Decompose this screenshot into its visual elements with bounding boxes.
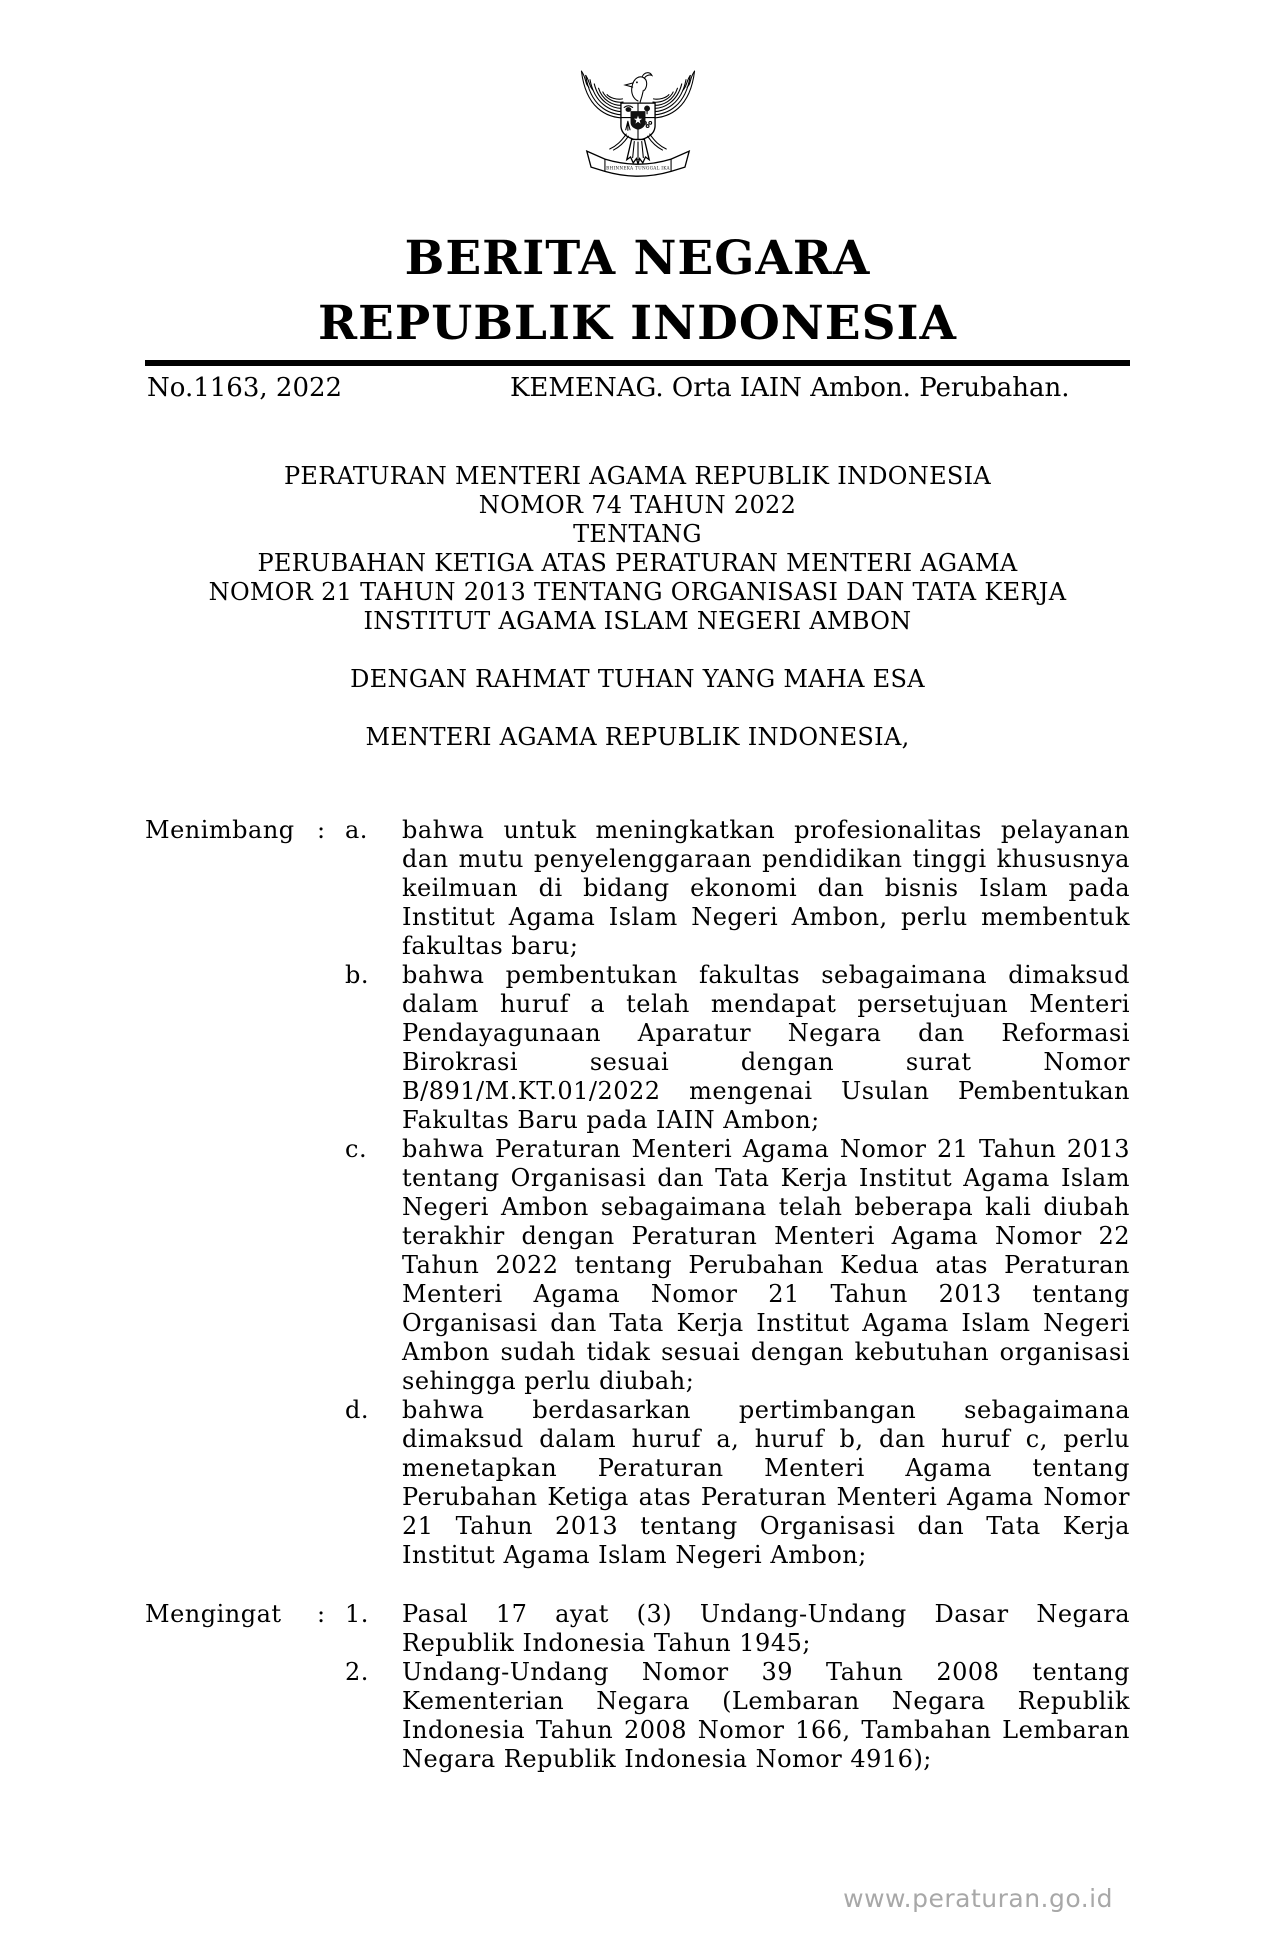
- menimbang-item-b: [345, 961, 1130, 1135]
- menimbang-items: [345, 816, 1130, 1570]
- menimbang-section: [145, 816, 1130, 1570]
- garuda-tail: [626, 139, 648, 164]
- item-text: bahwa pembentukan fakultas sebagaimana dimaksud dalam huruf a telah mendapat persetujuan Menteri Pendayagunaan Aparatur Negara dan Reformasi Birokrasi sesuai dengan surat Nomor B/891/M.KT.01/2022 mengenai Usulan Pembentukan Fakultas Baru pada IAIN Ambon;: [402, 961, 1130, 1134]
- issuer-line: MENTERI AGAMA REPUBLIK INDONESIA,: [365, 723, 910, 751]
- item-text: bahwa berdasarkan pertimbangan sebagaimana dimaksud dalam huruf a, huruf b, dan huruf c, perlu menetapkan Peraturan Menteri Agama tentang Perubahan Ketiga atas Peraturan Menteri Agama Nomor 21 Tahun 2013 tentang Organisasi dan Tata Kerja Institut Agama Islam Negeri Ambon;: [402, 1396, 1130, 1569]
- regulation-title-line: PERUBAHAN KETIGA ATAS PERATURAN MENTERI AGAMA: [257, 549, 1018, 577]
- masthead-title-line2: REPUBLIK INDONESIA: [317, 296, 957, 351]
- regulation-title-line: NOMOR 74 TAHUN 2022: [478, 491, 797, 519]
- menimbang-label: Menimbang: [145, 816, 295, 844]
- garuda-head: [625, 73, 652, 102]
- menimbang-item-d: [345, 1396, 1130, 1570]
- mengingat-colon: :: [317, 1600, 326, 1628]
- menimbang-colon: :: [317, 816, 326, 844]
- buffalo-head-symbol: [625, 107, 631, 112]
- mengingat-item-1: [345, 1600, 1130, 1658]
- menimbang-item-c: [345, 1135, 1130, 1396]
- mengingat-section: [145, 1600, 1130, 1774]
- mengingat-label: Mengingat: [145, 1600, 282, 1628]
- item-text: bahwa Peraturan Menteri Agama Nomor 21 Tahun 2013 tentang Organisasi dan Tata Kerja Institut Agama Islam Negeri Ambon sebagaimana telah beberapa kali diubah terakhir dengan Peraturan Menteri Agama Nomor 22 Tahun 2022 tentang Perubahan Kedua atas Peraturan Menteri Agama Nomor 21 Tahun 2013 tentang Organisasi dan Tata Kerja Institut Agama Islam Negeri Ambon sudah tidak sesuai dengan kebutuhan organisasi sehingga perlu diubah;: [402, 1135, 1130, 1395]
- item-marker: d.: [345, 1396, 369, 1424]
- gazette-subject: KEMENAG. Orta IAIN Ambon. Perubahan.: [510, 373, 1070, 403]
- mengingat-item-2: [345, 1658, 1130, 1774]
- emblem-container: [0, 52, 1275, 214]
- item-text: Pasal 17 ayat (3) Undang-Undang Dasar Negara Republik Indonesia Tahun 1945;: [402, 1600, 1130, 1657]
- regulation-title-line: INSTITUT AGAMA ISLAM NEGERI AMBON: [363, 607, 912, 635]
- regulation-title-line: PERATURAN MENTERI AGAMA REPUBLIK INDONESIA: [283, 462, 992, 490]
- item-marker: c.: [345, 1135, 368, 1163]
- item-marker: 2.: [345, 1658, 369, 1686]
- masthead-row: [145, 372, 1130, 406]
- item-marker: b.: [345, 961, 369, 989]
- masthead-title-line1: BERITA NEGARA: [404, 231, 871, 286]
- item-marker: a.: [345, 816, 368, 844]
- masthead-title: [0, 226, 1275, 356]
- motto-text: BHINNEKA TUNGGAL IKA: [605, 166, 670, 172]
- footer-watermark-url: www.peraturan.go.id: [843, 1884, 1113, 1913]
- menimbang-item-a: [345, 816, 1130, 961]
- mengingat-items: [345, 1600, 1130, 1774]
- gazette-number: No.1163, 2022: [147, 373, 343, 403]
- item-text: Undang-Undang Nomor 39 Tahun 2008 tentang Kementerian Negara (Lembaran Negara Republik Indonesia Tahun 2008 Nomor 166, Tambahan Lembaran Negara Republik Indonesia Nomor 4916);: [402, 1658, 1130, 1773]
- invocation-line: DENGAN RAHMAT TUHAN YANG MAHA ESA: [350, 665, 925, 693]
- banyan-tree-symbol: [644, 106, 650, 112]
- regulation-title-line: TENTANG: [573, 520, 702, 548]
- regulation-title: [145, 462, 1130, 636]
- item-marker: 1.: [345, 1600, 369, 1628]
- masthead-rule: [145, 360, 1130, 366]
- garuda-pancasila-emblem: [558, 52, 718, 214]
- item-text: bahwa untuk meningkatkan profesionalitas pelayanan dan mutu penyelenggaraan pendidikan tinggi khususnya keilmuan di bidang ekonomi dan bisnis Islam pada Institut Agama Islam Negeri Ambon, perlu membentuk fakultas baru;: [402, 816, 1130, 960]
- regulation-title-line: NOMOR 21 TAHUN 2013 TENTANG ORGANISASI DAN TATA KERJA: [208, 578, 1067, 606]
